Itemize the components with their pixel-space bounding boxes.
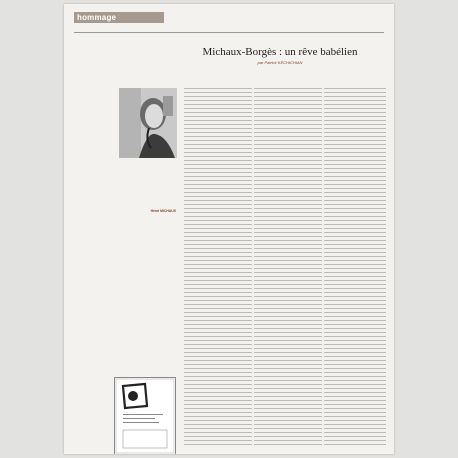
portrait-image: [119, 88, 177, 158]
article-byline: par Patrick KÉCHICHIAN: [257, 60, 303, 65]
article-column-3: [324, 88, 386, 448]
column-text: [324, 88, 386, 448]
article-column-2: [254, 88, 322, 448]
section-rubric: [74, 12, 164, 24]
book-cover-graphic: [115, 378, 175, 454]
author-photo: [119, 88, 177, 158]
section-sublabel: [74, 23, 164, 24]
sidebar-heading: Henri MICHAUX: [150, 209, 176, 213]
section-label: hommage: [74, 12, 164, 23]
column-text: [184, 88, 252, 448]
article-title: Michaux-Borgès : un rêve babélien: [202, 46, 358, 58]
column-text: [254, 88, 322, 448]
newspaper-page: [64, 4, 394, 454]
header-rule: [74, 32, 384, 33]
book-cover-image: [114, 377, 176, 454]
article-column-1: [184, 88, 252, 448]
